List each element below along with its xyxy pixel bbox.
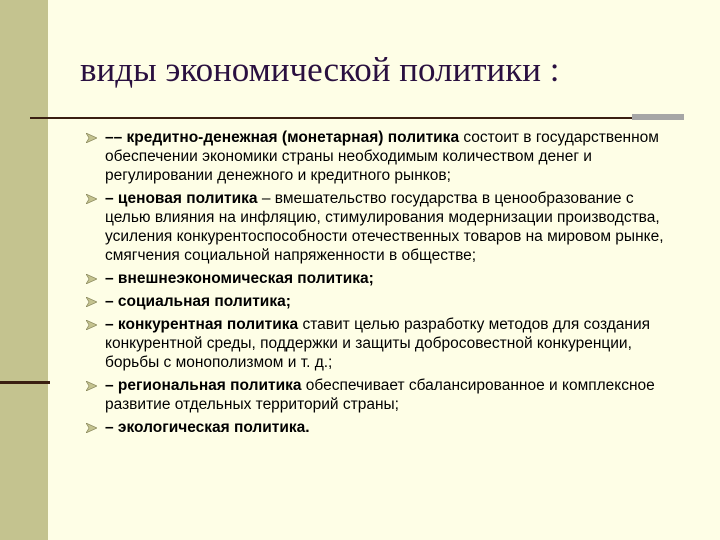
bullet-list [86,128,676,441]
item-text: обеспечивает сбалансированное и комплексное развитие отдельных территорий страны; [105,377,655,413]
slide-title: виды экономической политики : [80,50,560,89]
side-accent-line [0,381,50,384]
divider-accent [632,114,684,120]
side-bar [0,0,48,540]
item-text: ставит целью разработку методов для создания конкурентной среды, поддержки и защиты добросовестной конкуренции, борьбы с монополизмом и т. д.; [105,316,651,371]
arrow-bullet-icon [86,423,97,433]
item-term: –– кредитно-денежная (монетарная) политика [105,129,460,146]
list-item [86,189,676,265]
list-item [86,292,676,311]
item-term: – региональная политика [105,377,302,394]
item-term: – конкурентная политика [105,316,299,333]
arrow-bullet-icon [86,274,97,284]
list-item [86,315,676,372]
list-item [86,269,676,288]
list-item [86,128,676,185]
arrow-bullet-icon [86,133,97,143]
list-item [86,418,676,437]
arrow-bullet-icon [86,297,97,307]
list-item [86,376,676,414]
arrow-bullet-icon [86,194,97,204]
item-term: – внешнеэкономическая политика; [105,270,374,287]
item-term: – социальная политика; [105,293,291,310]
item-term: – ценовая политика [105,190,258,207]
item-text: состоит в государственном обеспечении экономики страны необходимым количеством денег и регулировании денежного и кредитного рынков; [105,129,659,184]
arrow-bullet-icon [86,320,97,330]
item-term: – экологическая политика. [105,419,310,436]
item-text: – вмешательство государства в ценообразование с целью влияния на инфляцию, стимулирования модернизации производства, усиления конкурентоспособности отечественных товаров на мировом рынке, смягчения социальной напряженности в обществе; [105,190,664,264]
arrow-bullet-icon [86,381,97,391]
title-divider [30,117,668,119]
